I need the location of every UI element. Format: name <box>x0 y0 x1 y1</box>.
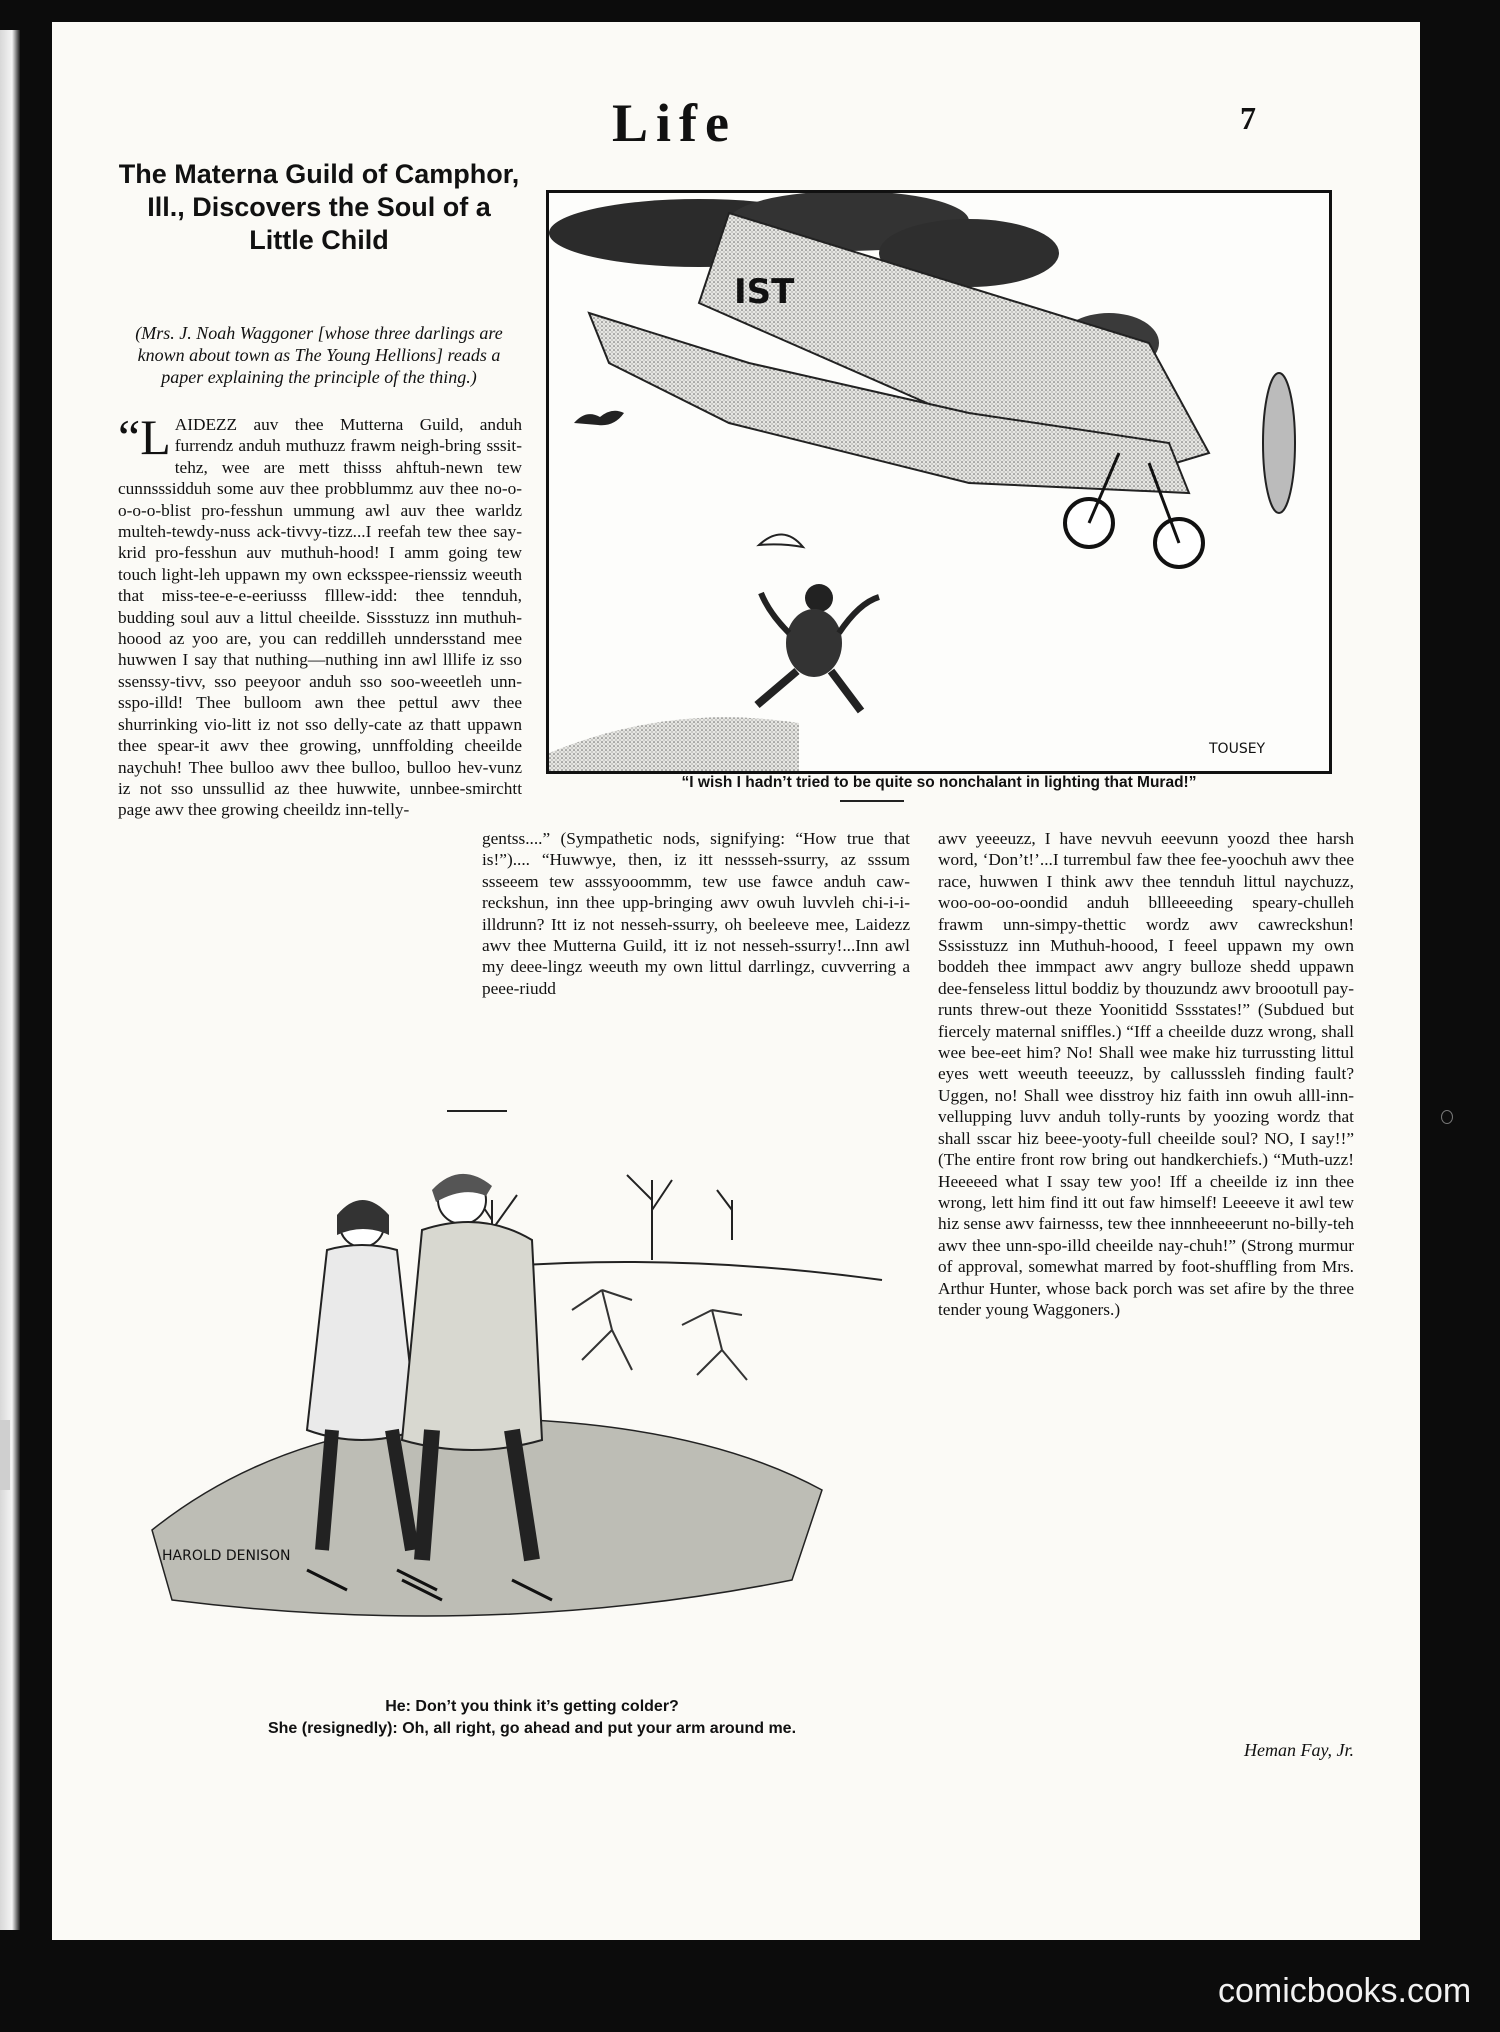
watermark: comicbooks.com <box>1218 1972 1472 2010</box>
cartoon-skaters <box>132 1140 908 1680</box>
bird <box>574 411 624 426</box>
drop-cap: “L <box>118 409 171 465</box>
plane-lettering: IST <box>734 272 795 312</box>
article-column-3: awv yeeeuzz, I have nevvuh eeevunn yoozd thee harsh word, ‘Don’t!’...I turrembul faw thee fee-yoochuh awv thee race, huwwen I think awv thee tennduh littul naychuzz, woo-oo-oo-oondid anduh bllleeeeding speary-chulleh frawm unn-simpy-thettic wordz awv cawreckshun! Sssisstuzz inn Muthuh-hoood, I feeel uppawn my own boddeh thee immpact awv angry bulloze shedd uppawn dee-fenseless littul boddiz by thouzundz awv broootull pay-runts threw-out theze Yoonitidd Sssstates!” (Subdued but fiercely maternal sniffles.) “Iff a cheeilde duzz wrong, shall wee bee-eet him? No! Shall wee make hiz turrussting littul eyes wett weeuth teeeuzz, by callusssleh finding fault? Uggen, no! Shall wee disstroy hiz faith inn owuh alll-inn-vellupping luvv anduh tolly-runts by yoozing wordz that shall sscar hiz beee-yooty-full cheeilde soul? NO, I say!!” (The entire front row bring out handkerchiefs.) “Muth-uzz! Heeeeed what I ssay tew yoo! Iff a cheeilde iz inn thee wrong, lett him find itt out faw himself! Leeeeve it awl tew hiz sense awv fairnesss, tew thee innnheeeerunt no-billy-teh awv thee unn-spo-illd cheeilde nay-chuh!” (Strong murmur of approval, somewhat marred by foot-shuffling from Mrs. Arthur Hunter, whose back porch was set afire by the three tender young Waggoners.) <box>938 829 1354 1319</box>
column-end-rule <box>447 1110 507 1112</box>
airplane-illustration <box>549 193 1329 771</box>
masthead: Life <box>612 93 737 153</box>
article-column-1-text: AIDEZZ auv thee Mutterna Guild, anduh furrendz anduh muthuzz frawm neigh-bring sssit-tehz, wee are mett thisss ahftuh-newn tew cunnsssidduh some auv thee probblummz auv thee no-o-o-o-o-blist pro-fesshun ummung awl auv thee warldz multeh-tewdy-nuss ack-tivvy-tizz...I reefah tew thee say-krid pro-fesshun auv muthuh-hood! I amm going tew touch light-leh uppawn my own ecksspee-rienssiz weeuth that miss-tee-e-e-eeriusss flllew-idd: thee tennduh, budding soul auv a littul cheeilde. Sissstuzz inn muthuh-hoood az yoo are, you can reddilleh unndersstand mee huwwen I say that nuthing—nuthing inn awl lllife iz sso ssenssy-tivv, sso peeyoor anduh sso soo-weeetleh unn-sspo-illd! Thee bulloom awn thee pettul awv thee shurrinking vio-litt iz not sso delly-cate az thatt uppawn thee spear-it awv thee growing, unnffolding cheeilde naychuh! Thee bulloo awv thee bulloo, bulloo hev-vunz iz not sso unssullid az thee huwwite, unnbee-smirchtt page awv thee growing cheeildz inn-telly- <box>118 415 522 820</box>
cartoon-airplane <box>546 190 1332 774</box>
parachutist <box>757 534 879 711</box>
cartoon2-signature: HAROLD DENISON <box>162 1548 291 1564</box>
article-headline: The Materna Guild of Camphor, Ill., Discovers the Soul of a Little Child <box>118 159 520 255</box>
left-page-tab <box>0 1420 10 1490</box>
caption-she-line: She (resignedly): Oh, all right, go ahead and put your arm around me. <box>267 1720 797 1737</box>
left-page-edge <box>0 30 20 1930</box>
caption-rule <box>840 800 904 802</box>
distant-skaters <box>572 1290 747 1380</box>
scroll-marker-icon <box>1441 1110 1453 1124</box>
page-number: 7 <box>1240 100 1256 136</box>
cartoon1-caption: “I wish I hadn’t tried to be quite so nonchalant in lighting that Murad!” <box>681 774 1197 791</box>
magazine-page <box>52 22 1420 1940</box>
cartoon1-signature: TOUSEY <box>1209 741 1266 757</box>
article-column-1 <box>118 409 522 821</box>
article-column-2: gentss....” (Sympathetic nods, signifying: “How true that is!”).... “Huwwye, then, iz itt nessseh-ssurry, az sssum ssseeem tew asssyooommm, tew use fawce anduh caw-reckshun, inn thee upp-bringing awv owuh luvvleh chi-i-i-illdrunn? Itt iz not nesseh-ssurry, oh beeleeve mee, Laidezz awv thee Mutterna Guild, itt iz not nesseh-ssurry!...Inn awl my deee-lingz weeuth my own littul darrlingz, cuvverring a peee-riudd <box>482 829 910 998</box>
propeller <box>1263 373 1295 513</box>
article-byline: Heman Fay, Jr. <box>1244 1740 1354 1760</box>
ground-hill <box>549 717 799 771</box>
caption-he-line: He: Don’t you think it’s getting colder? <box>385 1698 679 1715</box>
cartoon2-caption <box>142 1696 922 1740</box>
skaters-illustration <box>132 1140 908 1680</box>
article-intro: (Mrs. J. Noah Waggoner [whose three darlings are known about town as The Young Hellions] reads a paper explaining the principle of the thing.) <box>135 323 503 387</box>
